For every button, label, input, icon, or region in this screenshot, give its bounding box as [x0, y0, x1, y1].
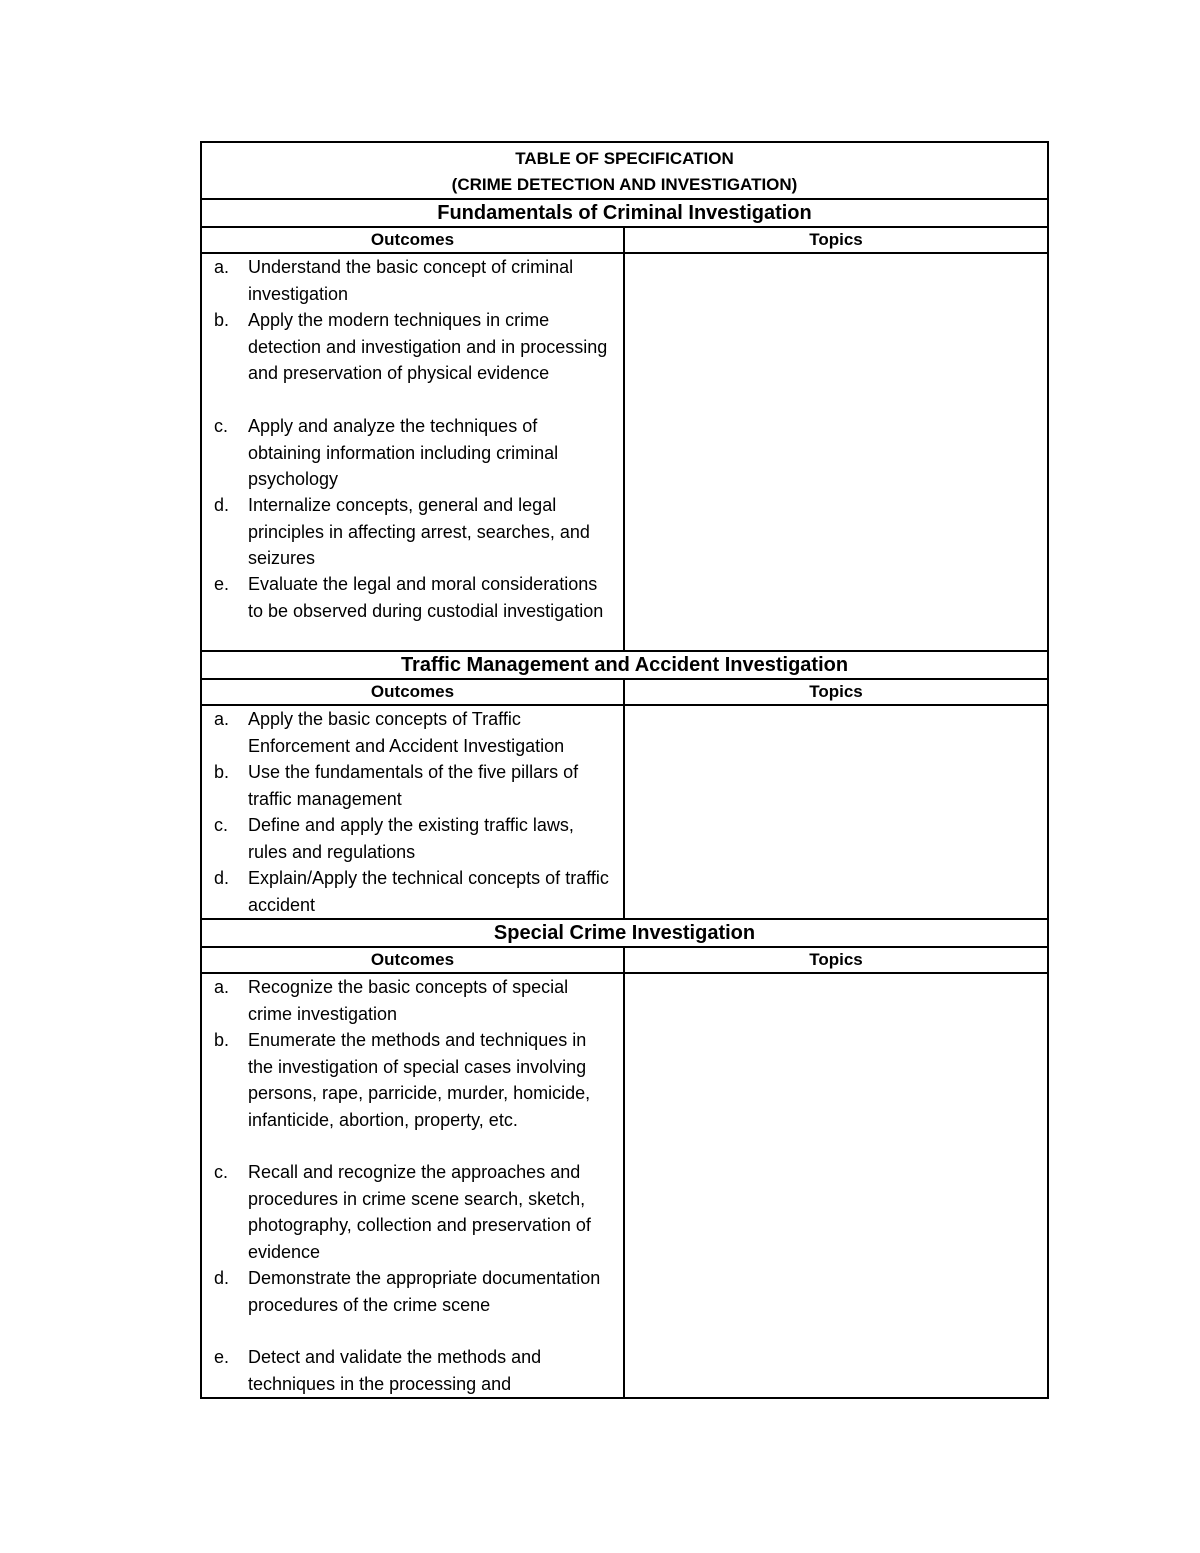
item-text: Recognize the basic concepts of special crime investigation	[248, 977, 569, 1024]
item-text: Recall and recognize the approaches and procedures in crime scene search, sketch, photography, collection and preservation of evidence	[248, 1162, 591, 1262]
outcomes-cell	[201, 705, 624, 919]
item-letter: c.	[214, 1162, 229, 1182]
specification-table	[200, 141, 1049, 1399]
content-row	[201, 705, 1048, 919]
outcomes-cell	[201, 973, 624, 1398]
list-item	[202, 759, 615, 812]
outcomes-header: Outcomes	[201, 227, 624, 253]
section-heading-row	[201, 651, 1048, 679]
outcomes-header: Outcomes	[201, 947, 624, 973]
topics-header: Topics	[624, 679, 1048, 705]
item-letter: c.	[214, 815, 229, 835]
title-cell	[201, 142, 1048, 199]
item-text: Evaluate the legal and moral considerations to be observed during custodial investigation	[248, 574, 604, 621]
list-item	[202, 1344, 615, 1397]
item-letter: d.	[214, 495, 230, 515]
title-line-1: TABLE OF SPECIFICATION	[515, 149, 734, 168]
item-letter: e.	[214, 1347, 230, 1367]
topics-cell	[624, 253, 1048, 651]
list-item	[202, 492, 615, 571]
column-header-row	[201, 227, 1048, 253]
section-heading-row	[201, 919, 1048, 947]
topics-header: Topics	[624, 947, 1048, 973]
section-heading: Fundamentals of Criminal Investigation	[201, 199, 1048, 227]
item-letter: a.	[214, 977, 230, 997]
item-text: Apply the modern techniques in crime detection and investigation and in processing and preservation of physical evidence	[248, 310, 608, 383]
list-item	[202, 1159, 615, 1265]
list-item	[202, 1265, 615, 1344]
item-text: Internalize concepts, general and legal principles in affecting arrest, searches, and seizures	[248, 495, 590, 568]
item-text: Understand the basic concept of criminal investigation	[248, 257, 574, 304]
item-letter: d.	[214, 1268, 230, 1288]
item-letter: c.	[214, 416, 229, 436]
item-text: Demonstrate the appropriate documentation procedures of the crime scene	[248, 1268, 601, 1315]
column-header-row	[201, 947, 1048, 973]
item-text: Apply and analyze the techniques of obtaining information including criminal psychology	[248, 416, 559, 489]
item-letter: d.	[214, 868, 230, 888]
item-text: Detect and validate the methods and techniques in the processing and	[248, 1347, 542, 1394]
item-letter: a.	[214, 257, 230, 277]
outcomes-header: Outcomes	[201, 679, 624, 705]
list-item	[202, 812, 615, 865]
item-letter: a.	[214, 709, 230, 729]
outcomes-cell	[201, 253, 624, 651]
item-text: Enumerate the methods and techniques in the investigation of special cases involving persons, rape, parricide, murder, homicide, infanticide, abortion, property, etc.	[248, 1030, 591, 1130]
topics-cell	[624, 705, 1048, 919]
topics-cell	[624, 973, 1048, 1398]
item-text: Define and apply the existing traffic laws, rules and regulations	[248, 815, 574, 862]
item-letter: b.	[214, 1030, 230, 1050]
title-row	[201, 142, 1048, 199]
section-heading: Special Crime Investigation	[201, 919, 1048, 947]
item-text: Apply the basic concepts of Traffic Enforcement and Accident Investigation	[248, 709, 565, 756]
item-letter: b.	[214, 310, 230, 330]
item-letter: e.	[214, 574, 230, 594]
list-item	[202, 865, 615, 918]
content-row	[201, 973, 1048, 1398]
title-line-2: (CRIME DETECTION AND INVESTIGATION)	[451, 175, 798, 194]
topics-header: Topics	[624, 227, 1048, 253]
list-item	[202, 1027, 615, 1159]
list-item	[202, 254, 615, 307]
content-row	[201, 253, 1048, 651]
outcomes-list	[202, 974, 615, 1397]
section-heading-row	[201, 199, 1048, 227]
outcomes-list	[202, 254, 615, 650]
list-item	[202, 413, 615, 492]
list-item	[202, 974, 615, 1027]
list-item	[202, 307, 615, 413]
item-text: Use the fundamentals of the five pillars of traffic management	[248, 762, 579, 809]
list-item	[202, 706, 615, 759]
item-letter: b.	[214, 762, 230, 782]
section-heading: Traffic Management and Accident Investigation	[201, 651, 1048, 679]
item-text: Explain/Apply the technical concepts of traffic accident	[248, 868, 609, 915]
list-item	[202, 571, 615, 650]
outcomes-list	[202, 706, 615, 918]
column-header-row	[201, 679, 1048, 705]
